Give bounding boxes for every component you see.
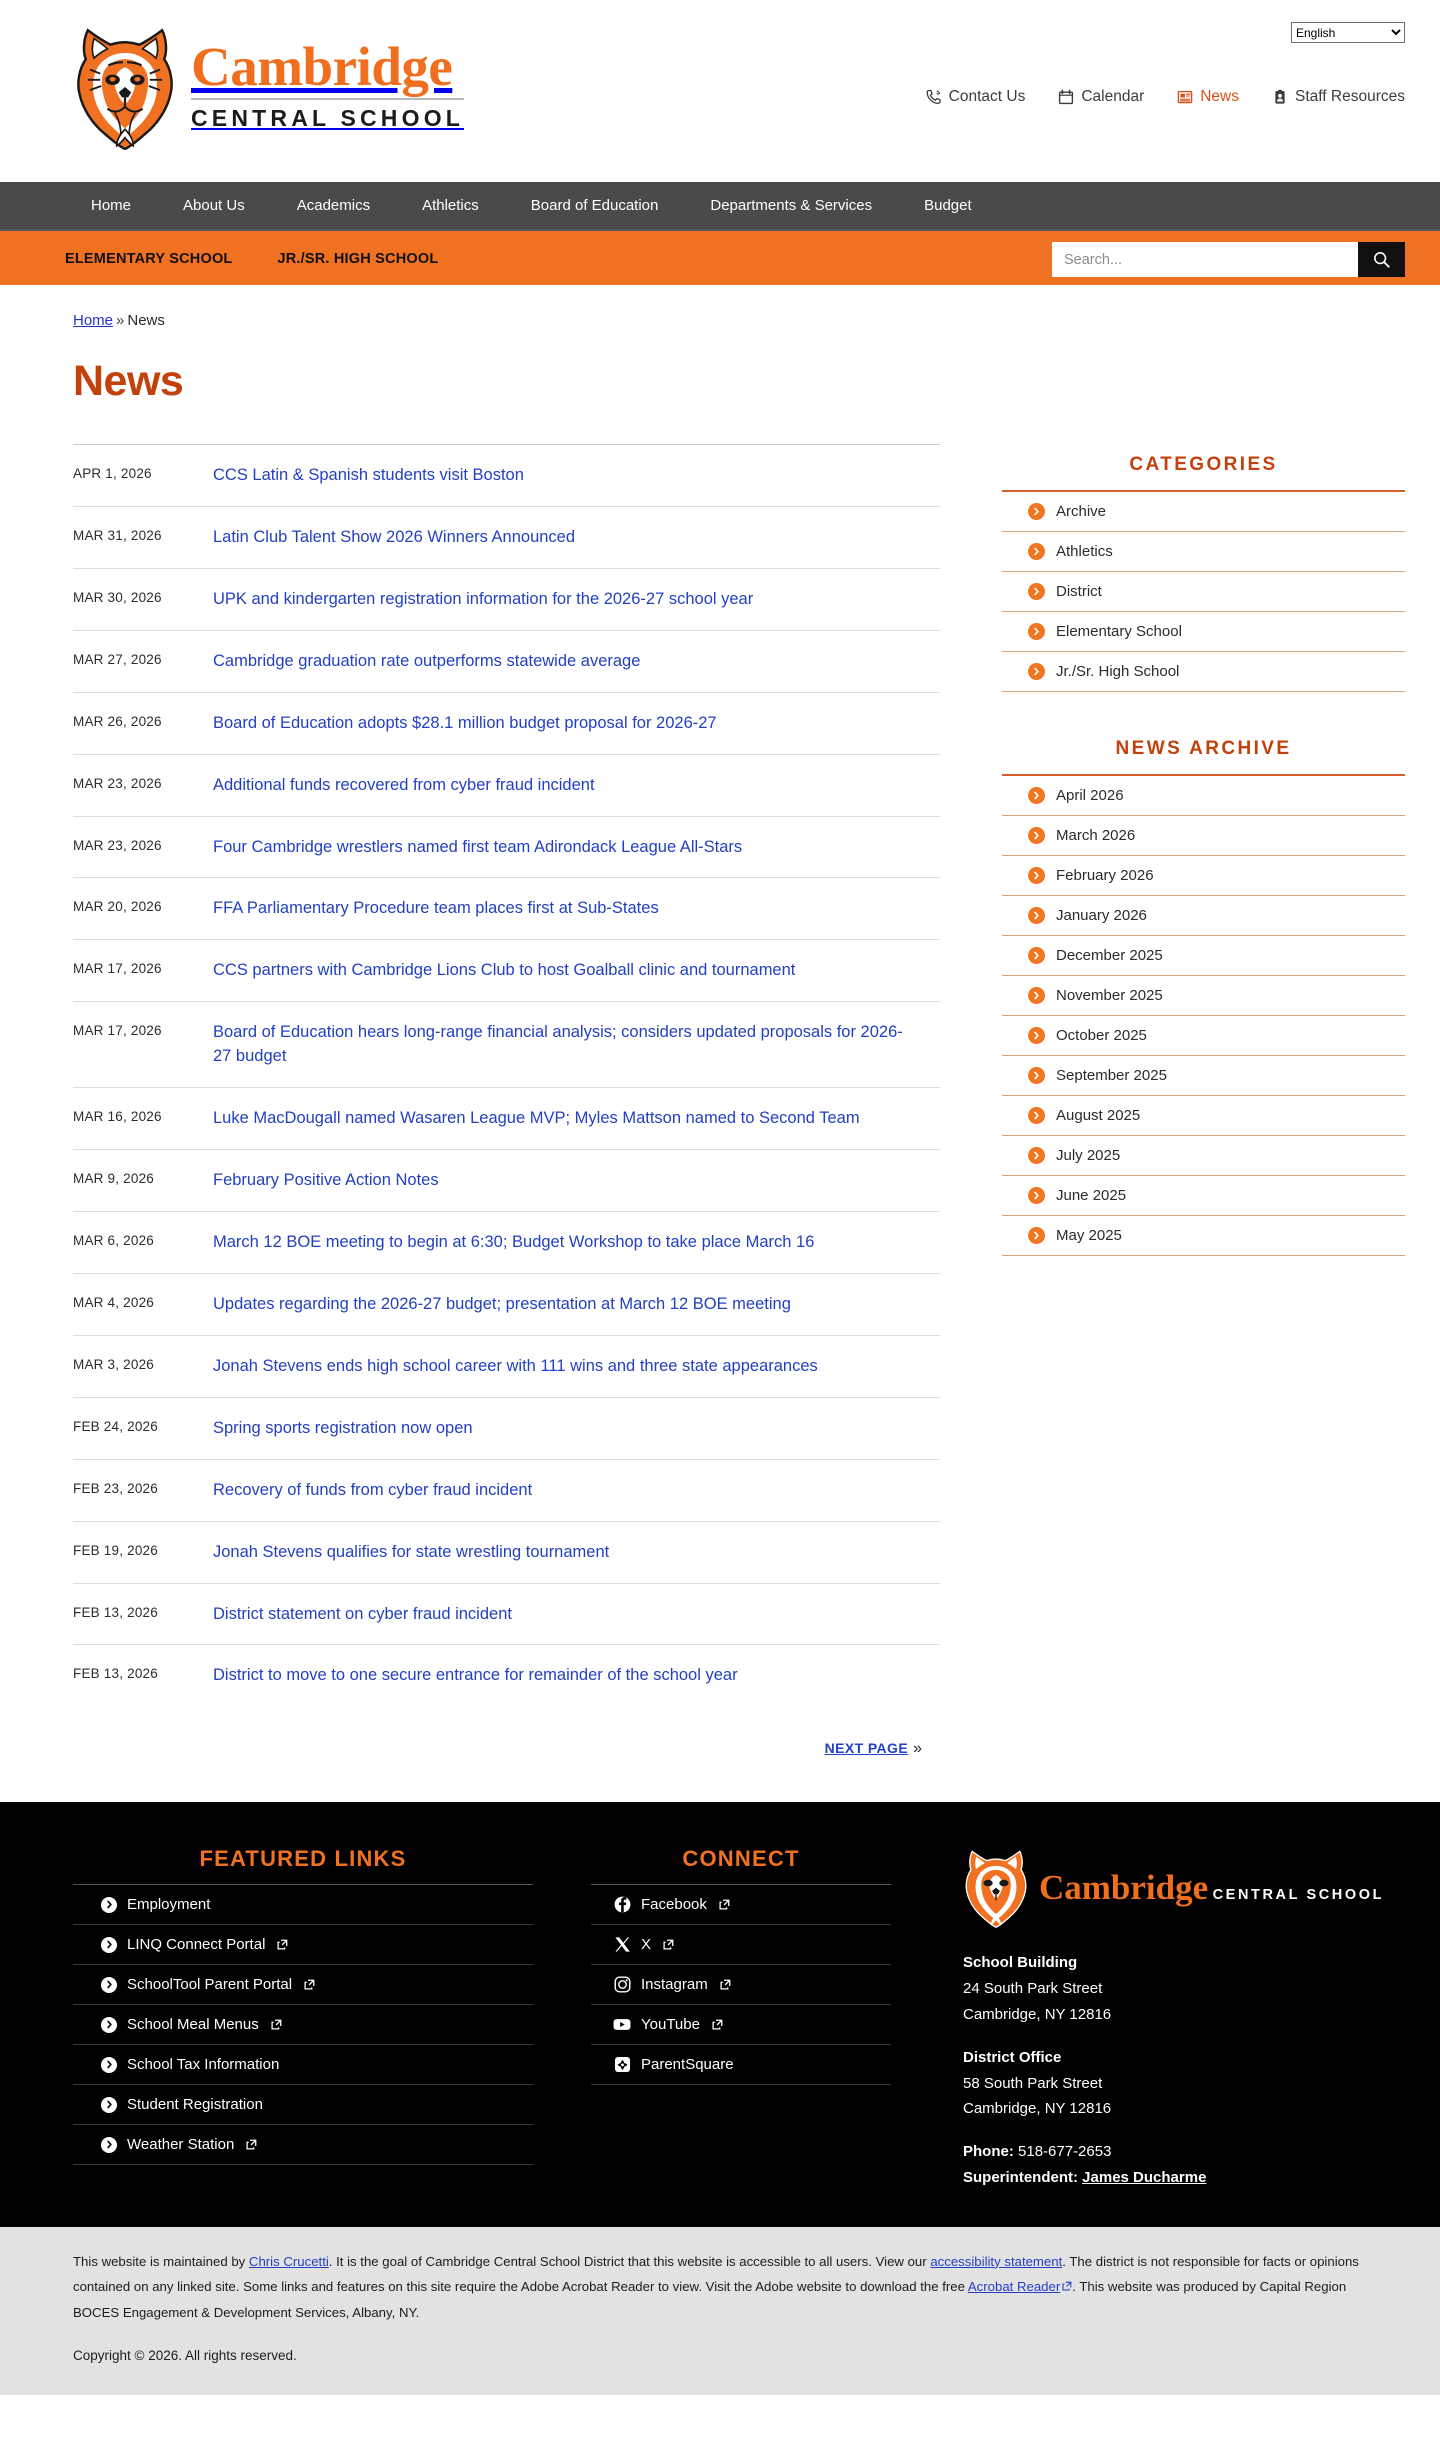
news-date: MAR 30, 2026 [73,589,162,605]
nav-item-departments-services[interactable]: Departments & Services [710,197,873,214]
sidebar [940,444,1405,1302]
breadcrumb [35,285,1405,329]
external-link-icon [304,1979,315,1990]
legal-part2: . It is the goal of Cambridge Central School District that this website is accessible to all users. View our [328,2253,931,2269]
utility-link-label: News [1200,88,1239,105]
featured-link[interactable] [73,2085,533,2124]
news-date: MAR 27, 2026 [73,651,162,667]
list-item [73,1925,533,1965]
categories-widget [1002,454,1405,692]
footer-logo[interactable] [963,1846,1393,1928]
utility-link-news[interactable] [1177,88,1239,106]
news-date: MAR 23, 2026 [73,837,162,853]
category-link[interactable] [1002,503,1405,520]
nav-item-about-us[interactable]: About Us [183,197,245,214]
news-date: MAR 17, 2026 [73,961,162,977]
featured-link-label: Employment [127,1896,211,1914]
archive-month-link[interactable] [1002,827,1405,844]
chevron-right-icon [1028,1147,1045,1164]
connect-link[interactable] [591,2005,891,2044]
archive-month-link[interactable] [1002,867,1405,884]
archive-month-label: August 2025 [1056,1107,1141,1124]
search-form [1052,242,1405,277]
instagram-icon [613,1976,631,1993]
chevron-right-icon [1028,947,1045,964]
category-label: District [1056,583,1102,600]
news-row [73,507,940,569]
archive-month-link[interactable] [1002,1107,1405,1124]
x-twitter-icon [613,1936,631,1953]
logo-subtitle: CENTRAL SCHOOL [191,105,465,132]
news-title-link[interactable]: Additional funds recovered from cyber fraud incident [213,775,595,794]
news-date: FEB 19, 2026 [73,1542,158,1558]
list-item [1002,1096,1405,1136]
subnav-item-jr-sr-high-school[interactable]: JR./SR. HIGH SCHOOL [277,251,439,267]
footer-logo-wordmark: Cambridge [1039,1867,1209,1907]
next-page-link[interactable] [825,1740,908,1756]
archive-month-link[interactable] [1002,1147,1405,1164]
nav-item-budget[interactable]: Budget [924,197,972,214]
breadcrumb-home-link[interactable]: Home [73,312,114,329]
school-building-label: School Building [963,1954,1078,1972]
utility-link-contact-us[interactable] [926,88,1026,106]
archive-month-label: January 2026 [1056,907,1147,924]
legal-text [73,2249,1393,2326]
connect-link-label: ParentSquare [641,2056,734,2074]
chevron-right-icon [1028,503,1045,520]
chevron-right-icon [1028,543,1045,560]
archive-month-link[interactable] [1002,907,1405,924]
chevron-right-icon [1028,787,1045,804]
categories-widget-title: CATEGORIES [1002,454,1405,492]
badge-icon [1272,89,1288,105]
news-date: MAR 26, 2026 [73,713,162,729]
news-row [73,1088,940,1150]
news-title-link[interactable]: Board of Education adopts $28.1 million budget proposal for 2026-27 [213,713,717,732]
list-item [1002,572,1405,612]
news-title-link[interactable]: Luke MacDougall named Wasaren League MVP; Myles Mattson named to Second Team [213,1109,860,1128]
news-row [73,1150,940,1212]
category-label: Archive [1056,503,1107,520]
news-date: MAR 20, 2026 [73,899,162,915]
utility-link-calendar[interactable] [1058,88,1144,106]
tiger-mascot-icon [963,1846,1029,1928]
archive-month-link[interactable] [1002,987,1405,1004]
news-title-link[interactable]: Spring sports registration now open [213,1418,473,1437]
news-row [73,1584,940,1646]
news-date: MAR 16, 2026 [73,1109,162,1125]
archive-month-label: March 2026 [1056,827,1136,844]
legal-bar [0,2227,1440,2396]
legal-part3: . The district is not responsible for facts or opinions contained on any linked site. Some links and features on this site require the Adobe Acrobat Reader to view. Visit the Adobe website to download the free [73,2253,1359,2295]
archive-month-label: July 2025 [1056,1147,1121,1164]
school-sub-navigation [0,229,1440,285]
news-title-link[interactable]: Jonah Stevens ends high school career with 111 wins and three state appearances [213,1356,818,1375]
news-title-link[interactable]: Board of Education hears long-range financial analysis; considers updated proposals for 2026-27 budget [213,1023,903,1066]
featured-link-label: School Tax Information [127,2056,280,2074]
list-item [1002,976,1405,1016]
news-title-link[interactable]: CCS Latin & Spanish students visit Boston [213,466,524,484]
list-item [1002,612,1405,652]
external-link-icon [720,1979,731,1990]
utility-link-label: Calendar [1081,88,1145,105]
tiger-mascot-icon [73,22,177,150]
facebook-icon [613,1896,631,1913]
chevron-right-icon [1028,1067,1045,1084]
external-link-icon [246,2139,257,2150]
site-header [0,0,1440,182]
news-row [73,1002,940,1088]
archive-month-link[interactable] [1002,1027,1405,1044]
featured-link[interactable] [73,2045,533,2084]
news-date: MAR 3, 2026 [73,1356,154,1372]
news-title-link[interactable]: District statement on cyber fraud incident [213,1604,512,1623]
maintainer-link[interactable]: Chris Crucetti [248,2253,329,2269]
featured-link[interactable] [73,1965,533,2004]
external-link-icon [271,2019,282,2030]
phone-icon [926,89,942,105]
list-item [73,2045,533,2085]
footer-logo-subtitle: CENTRAL SCHOOL [1212,1886,1385,1903]
news-title-link[interactable]: February Positive Action Notes [213,1171,439,1190]
archive-month-label: September 2025 [1056,1067,1167,1084]
news-title-link[interactable]: Jonah Stevens qualifies for state wrestling tournament [213,1542,610,1561]
news-title-link[interactable]: CCS partners with Cambridge Lions Club to host Goalball clinic and tournament [213,961,796,980]
connect-column [591,1846,891,2085]
chevron-right-icon [1028,1107,1045,1124]
site-logo[interactable] [73,22,464,150]
archive-month-link[interactable] [1002,1187,1405,1204]
news-row [73,1274,940,1336]
news-list [73,444,940,1706]
utility-link-label: Staff Resources [1295,88,1405,105]
connect-link[interactable] [591,1965,891,2004]
chevron-right-icon [101,2057,117,2073]
connect-link-label: Instagram [641,1976,708,1994]
news-title-link[interactable]: March 12 BOE meeting to begin at 6:30; Budget Workshop to take place March 16 [213,1232,815,1251]
list-item [591,2045,891,2085]
featured-link[interactable] [73,1885,533,1924]
search-icon [1372,250,1391,269]
language-select[interactable] [1291,22,1405,43]
phone-label: Phone: [963,2143,1014,2161]
superintendent-link[interactable]: James Ducharme [1082,2168,1207,2186]
category-link[interactable] [1002,663,1405,680]
external-link-icon [663,1939,674,1950]
copyright-text: Copyright © 2026. All rights reserved. [73,2347,297,2363]
archive-month-label: April 2026 [1056,787,1124,804]
news-title-link[interactable]: Latin Club Talent Show 2026 Winners Announced [213,527,576,546]
connect-link-label: X [641,1936,652,1954]
list-item [591,1885,891,1925]
list-item [73,2125,533,2165]
connect-link-label: Facebook [641,1896,707,1914]
utility-link-staff-resources[interactable] [1272,88,1405,106]
list-item [1002,816,1405,856]
list-item [1002,1136,1405,1176]
connect-link[interactable] [591,1885,891,1924]
parentsquare-icon [613,2056,631,2073]
news-icon [1177,89,1193,105]
external-link-icon [1062,2281,1072,2291]
news-archive-widget [1002,738,1405,1256]
category-link[interactable] [1002,583,1405,600]
featured-link-label: Student Registration [127,2096,263,2114]
featured-links-title: FEATURED LINKS [73,1846,533,1885]
archive-month-label: June 2025 [1056,1187,1127,1204]
news-date: MAR 23, 2026 [73,775,162,791]
chevron-right-icon [1028,1027,1045,1044]
archive-month-label: November 2025 [1056,987,1163,1004]
list-item [591,2005,891,2045]
list-item [591,1965,891,2005]
news-date: MAR 4, 2026 [73,1294,154,1310]
superintendent-label: Superintendent: [963,2168,1078,2186]
chevron-right-icon [1028,1227,1045,1244]
news-title-link[interactable]: Recovery of funds from cyber fraud incident [213,1480,533,1499]
list-item [1002,896,1405,936]
news-row [73,940,940,1002]
list-item [73,2005,533,2045]
news-date: MAR 6, 2026 [73,1232,154,1248]
connect-link[interactable] [591,2045,891,2084]
featured-link-label: SchoolTool Parent Portal [127,1976,293,1994]
news-row [73,755,940,817]
nav-item-academics[interactable]: Academics [296,197,371,214]
youtube-icon [613,2016,631,2033]
category-link[interactable] [1002,543,1405,560]
list-item [73,1965,533,2005]
connect-list [591,1885,891,2085]
categories-list [1002,492,1405,692]
pagination [73,1706,940,1758]
list-item [1002,492,1405,532]
list-item [73,2085,533,2125]
news-date: FEB 24, 2026 [73,1418,158,1434]
accessibility-statement-link[interactable]: accessibility statement [930,2253,1063,2269]
featured-link[interactable] [73,2125,533,2164]
main-navigation [0,182,1440,229]
chevron-right-icon [1028,583,1045,600]
chevron-right-icon [1028,623,1045,640]
external-link-icon [712,2019,723,2030]
featured-link[interactable] [73,2005,533,2044]
legal-part1: This website is maintained by [73,2253,249,2269]
news-title-link[interactable]: Four Cambridge wrestlers named first team Adirondack League All-Stars [213,837,743,856]
chevron-right-icon [101,1897,117,1913]
connect-link-label: YouTube [641,2016,700,2034]
logo-wordmark: Cambridge [191,35,453,97]
chevron-right-icon [1028,987,1045,1004]
news-row [73,1336,940,1398]
nav-item-board-of-education[interactable]: Board of Education [530,197,659,214]
news-date: FEB 13, 2026 [73,1666,158,1682]
news-date: APR 1, 2026 [73,466,152,481]
archive-month-label: February 2026 [1056,867,1154,884]
page-title: News [73,357,184,405]
list-item [1002,1216,1405,1256]
footer-address [963,1950,1393,2190]
news-row [73,693,940,755]
district-office-label: District Office [963,2048,1062,2066]
news-date: MAR 31, 2026 [73,527,162,543]
featured-links-list [73,1885,533,2165]
news-row [73,1212,940,1274]
news-date: FEB 23, 2026 [73,1480,158,1496]
featured-link-label: LINQ Connect Portal [127,1936,266,1954]
list-item [1002,1056,1405,1096]
category-link[interactable] [1002,623,1405,640]
breadcrumb-separator: » [116,312,125,329]
connect-link[interactable] [591,1925,891,1964]
legal-part4: . This website was produced by Capital Region BOCES Engagement & Development Services, Albany, NY. [73,2279,1347,2321]
archive-month-link[interactable] [1002,1067,1405,1084]
list-item [591,1925,891,1965]
archive-month-link[interactable] [1002,787,1405,804]
news-row [73,817,940,879]
chevron-right-icon [1028,867,1045,884]
featured-link[interactable] [73,1925,533,1964]
news-title-link[interactable]: FFA Parliamentary Procedure team places first at Sub-States [213,899,659,918]
news-title-link[interactable]: Cambridge graduation rate outperforms statewide average [213,651,641,670]
chevron-right-icon [101,1977,117,1993]
news-date: MAR 17, 2026 [73,1023,162,1039]
list-item [1002,532,1405,572]
nav-item-home[interactable]: Home [91,197,132,214]
district-office-city: Cambridge, NY 12816 [963,2100,1112,2118]
news-list-column [35,444,940,1758]
list-item [1002,652,1405,692]
list-item [1002,776,1405,816]
list-item [1002,1176,1405,1216]
chevron-right-icon [1028,827,1045,844]
news-row [73,631,940,693]
district-office-street: 58 South Park Street [963,2074,1103,2092]
news-row [73,1398,940,1460]
category-label: Athletics [1056,543,1113,560]
news-date: FEB 13, 2026 [73,1604,158,1620]
connect-title: CONNECT [591,1846,891,1885]
chevron-right-icon [101,2017,117,2033]
featured-links-column [73,1846,533,2165]
contact-column [963,1846,1393,2190]
news-date: MAR 9, 2026 [73,1171,154,1187]
logo-divider [191,98,464,100]
archive-month-label: December 2025 [1056,947,1163,964]
archive-month-label: May 2025 [1056,1227,1122,1244]
chevron-right-icon [1028,1187,1045,1204]
featured-link-label: Weather Station [127,2136,235,2154]
external-link-icon [277,1939,288,1950]
news-row [73,1522,940,1584]
archive-month-link[interactable] [1002,1227,1405,1244]
school-building-street: 24 South Park Street [963,1980,1103,1998]
site-footer [0,1802,1440,2226]
list-item [1002,1016,1405,1056]
calendar-icon [1058,89,1074,105]
list-item [73,1885,533,1925]
search-input[interactable] [1052,242,1358,277]
news-row [73,1645,940,1706]
list-item [1002,936,1405,976]
breadcrumb-current: News [127,312,165,329]
chevron-right-icon [101,2137,117,2153]
chevron-right-icon [1028,663,1045,680]
acrobat-reader-link[interactable]: Acrobat Reader [967,2279,1061,2295]
search-submit-button[interactable] [1358,242,1405,277]
news-title-link[interactable]: Updates regarding the 2026-27 budget; presentation at March 12 BOE meeting [213,1294,791,1313]
category-label: Elementary School [1056,623,1182,640]
subnav-item-elementary-school[interactable]: ELEMENTARY SCHOOL [65,251,233,267]
utility-nav [926,88,1405,106]
news-row [73,445,940,507]
archive-month-link[interactable] [1002,947,1405,964]
archive-month-label: October 2025 [1056,1027,1147,1044]
page-content [35,406,1405,1758]
utility-link-label: Contact Us [948,88,1026,105]
nav-item-athletics[interactable]: Athletics [422,197,479,214]
chevron-right-icon [101,1937,117,1953]
next-page-chevron: » [913,1740,922,1758]
external-link-icon [719,1899,730,1910]
featured-link-label: School Meal Menus [127,2016,259,2034]
next-page-label: NEXT PAGE [824,1740,909,1757]
news-archive-list [1002,776,1405,1256]
news-archive-widget-title: NEWS ARCHIVE [1002,738,1405,776]
news-row [73,1460,940,1522]
phone-value: 518-677-2653 [1018,2143,1112,2161]
news-row [73,569,940,631]
news-title-link[interactable]: UPK and kindergarten registration information for the 2026-27 school year [213,589,754,608]
list-item [1002,856,1405,896]
chevron-right-icon [101,2097,117,2113]
news-row [73,878,940,940]
news-title-link[interactable]: District to move to one secure entrance for remainder of the school year [213,1666,738,1685]
chevron-right-icon [1028,907,1045,924]
category-label: Jr./Sr. High School [1056,663,1180,680]
school-building-city: Cambridge, NY 12816 [963,2005,1112,2023]
